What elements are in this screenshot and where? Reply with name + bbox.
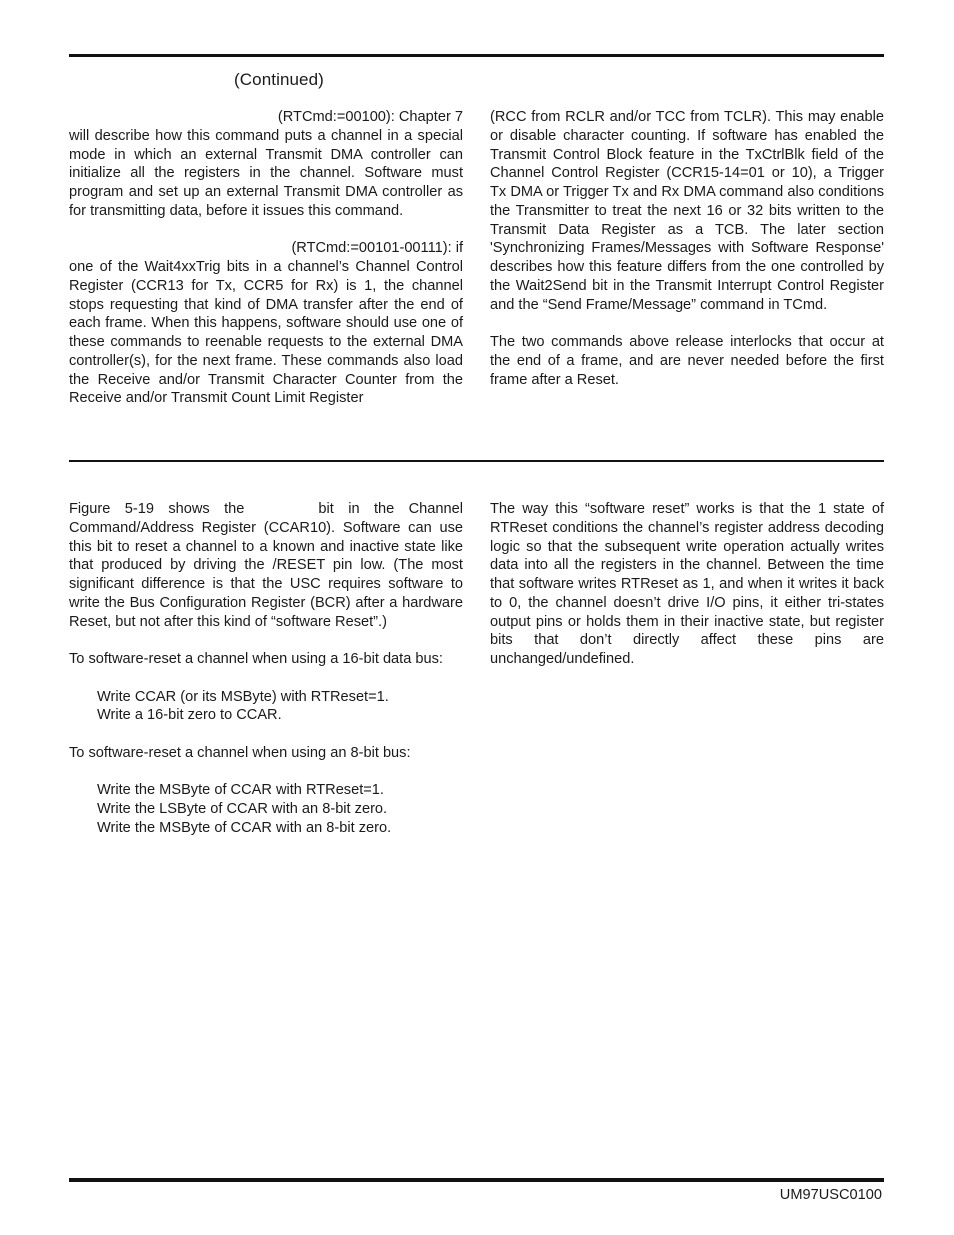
- paragraph-body: will describe how this command puts a channel in a special mode in which an external Transmit DMA controller can initialize all the registers in the channel. Software must program and set up an external Transmit DMA controller as for transmitting data, before it issues this command.: [69, 127, 463, 219]
- step-line: Write CCAR (or its MSByte) with RTReset=1.: [97, 688, 389, 705]
- paragraph: [69, 108, 463, 221]
- paragraph: To software-reset a channel when using a 16-bit data bus:: [69, 651, 443, 667]
- paragraph-text: Figure 5-19 shows the: [69, 501, 245, 517]
- step-line: Write the MSByte of CCAR with an 8-bit zero.: [97, 819, 392, 836]
- document-id: UM97USC0100: [779, 1187, 882, 1203]
- paragraph: To software-reset a channel when using an 8-bit bus:: [69, 744, 411, 761]
- paragraph-text: bit in the Channel Command/Address Register (CCAR10). Software can use this bit to reset a channel to a known and inactive state like that produced by driving the /RESET pin low. (The most significant difference is that the USC requires software to write the Bus Configuration Register (BCR) after a hardware Reset, but not after this kind of “software Reset”.): [69, 501, 463, 630]
- paragraph: The way this “software reset” works is that the 1 state of RTReset conditions the channel’s register address decoding logic so that the subsequent write operation actually writes data into all the registers in the channel. Between the time that software writes RTReset as 1, and when it writes it back to 0, the channel doesn’t drive I/O pins, it either tri-states output pins or holds them in their inactive state, but register bits that don’t directly affect these pins are unchanged/undefined.: [490, 501, 884, 667]
- command-lead: (RTCmd:=00101-00111): if: [291, 240, 463, 257]
- section-rule: [69, 460, 884, 462]
- paragraph: [69, 239, 463, 408]
- top-rule: [69, 54, 884, 57]
- paragraph: The two commands above release interlocks that occur at the end of a frame, and are never needed before the first frame after a Reset.: [490, 334, 884, 388]
- step-line: Write the MSByte of CCAR with RTReset=1.: [97, 782, 384, 799]
- paragraph: [69, 500, 463, 631]
- section2-left-column: [69, 500, 463, 838]
- continued-heading: (Continued): [234, 70, 324, 89]
- paragraph-body: one of the Wait4xxTrig bits in a channel’s Channel Control Register (CCR13 for Tx, CCR5 for Rx) is 1, the channel stops requesting that kind of DMA transfer after the end of each frame. When this happens, software should use one of these commands to reenable requests to the external DMA controller(s), for the next frame. These commands also load the Receive and/or Transmit Character Counter from the Receive and/or Transmit Count Limit Register: [69, 259, 463, 407]
- command-lead: (RTCmd:=00100): Chapter 7: [277, 109, 463, 125]
- section1-left-column: [69, 108, 463, 408]
- section1-right-column: [490, 108, 884, 389]
- steps-8bit: [69, 781, 463, 837]
- section2-right-column: [490, 500, 884, 669]
- step-line: Write a 16-bit zero to CCAR.: [97, 707, 282, 724]
- steps-16bit: [69, 688, 463, 726]
- paragraph: (RCC from RCLR and/or TCC from TCLR). This may enable or disable character counting. If software has enabled the Transmit Control Block feature in the TxCtrlBlk field of the Channel Control Register (CCR15-14=01 or 10), a Trigger Tx DMA or Trigger Tx and Rx DMA command also conditions the Transmitter to treat the next 16 or 32 bits written to the Transmit Data Register as a TCB. The later section 'Synchronizing Frames/Messages with Software Response' describes how this feature differs from the one controlled by the Wait2Send bit in the Transmit Interrupt Control Register and the “Send Frame/Message” command in TCmd.: [490, 109, 884, 313]
- step-line: Write the LSByte of CCAR with an 8-bit zero.: [97, 801, 388, 817]
- bottom-rule: [69, 1178, 884, 1182]
